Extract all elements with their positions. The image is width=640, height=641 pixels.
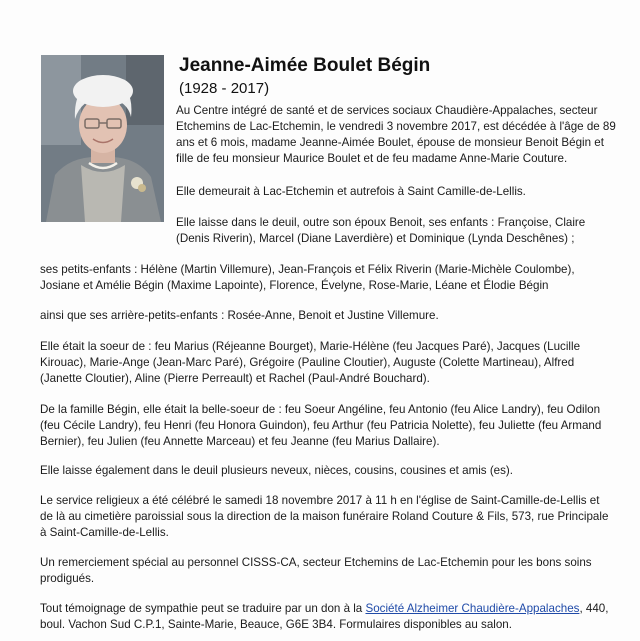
relatives-paragraph: Elle laisse également dans le deuil plusieurs neveux, nièces, cousins, cousines et amis (es).	[40, 464, 514, 477]
alzheimer-society-link[interactable]: Société Alzheimer Chaudière-Appalaches	[365, 602, 580, 615]
funeral-service-paragraph: Le service religieux a été célébré le samedi 18 novembre 2017 à 11 h en l'église de Saint-Camille-de-Lellis et de là au cimetière paroissial sous la direction de la maison funéraire Roland Couture & Fils, 573, rue Principale à Saint-Camille-de-Lellis.	[40, 494, 609, 539]
portrait-photo	[41, 55, 164, 222]
deceased-name: Jeanne-Aimée Boulet Bégin	[179, 55, 431, 76]
donation-text-after: , 440, boul. Vachon Sud C.P.1, Sainte-Marie, Beauce, G6E 3B4. Formulaires disponibles au salon.	[40, 602, 609, 631]
donation-paragraph	[40, 601, 610, 633]
portrait-illustration	[41, 55, 164, 222]
siblings-paragraph: Elle était la soeur de : feu Marius (Réjeanne Bourget), Marie-Hélène (feu Jacques Paré), Jacques (Lucille Kirouac), Marie-Ange (Jean-Marc Paré), Grégoire (Pauline Cloutier), Auguste (Colette Martineau), Alfred (Janette Cloutier), Aline (Pierre Perreault) et Rachel (Paul-André Bouchard).	[40, 340, 581, 385]
donation-text-before: Tout témoignage de sympathie peut se traduire par un don à la	[40, 602, 366, 615]
thanks-paragraph: Un remerciement spécial au personnel CISSS-CA, secteur Etchemins de Lac-Etchemin pour les bons soins prodigués.	[40, 556, 592, 585]
death-announcement: Au Centre intégré de santé et de services sociaux Chaudière-Appalaches, secteur Etchemins de Lac-Etchemin, le vendredi 3 novembre 2017, est décédée à l'âge de 89 ans et 6 mois, madame Jeanne-Aimée Boulet, épouse de monsieur Benoit Bégin et fille de feu monsieur Maurice Boulet et de feu madame Anne-Marie Couture.	[176, 104, 616, 165]
grandchildren-paragraph: ses petits-enfants : Hélène (Martin Villemure), Jean-François et Félix Riverin (Marie-Michèle Coulombe), Josiane et Amélie Bégin (Maxime Lapointe), Florence, Évelyne, Rose-Marie, Léane et Élodie Bégin	[40, 263, 575, 292]
in-laws-paragraph: De la famille Bégin, elle était la belle-soeur de : feu Soeur Angéline, feu Antonio (feu Alice Landry), feu Odilon (feu Cécile Landry), feu Henri (feu Honora Guindon), feu Arthur (feu Patricia Nolette), feu Juliette (feu Armand Bernier), feu Julien (feu Annette Marceau) et feu Jeanne (feu Marius Dallaire).	[40, 403, 602, 448]
life-years: (1928 - 2017)	[179, 80, 270, 97]
children-paragraph: Elle laisse dans le deuil, outre son époux Benoit, ses enfants : Françoise, Claire (Denis Riverin), Marcel (Diane Laverdière) et Dominique (Lynda Deschênes) ;	[176, 216, 586, 245]
great-grandchildren-paragraph: ainsi que ses arrière-petits-enfants : Rosée-Anne, Benoit et Justine Villemure.	[40, 309, 439, 322]
residence-paragraph: Elle demeurait à Lac-Etchemin et autrefois à Saint Camille-de-Lellis.	[176, 185, 526, 198]
